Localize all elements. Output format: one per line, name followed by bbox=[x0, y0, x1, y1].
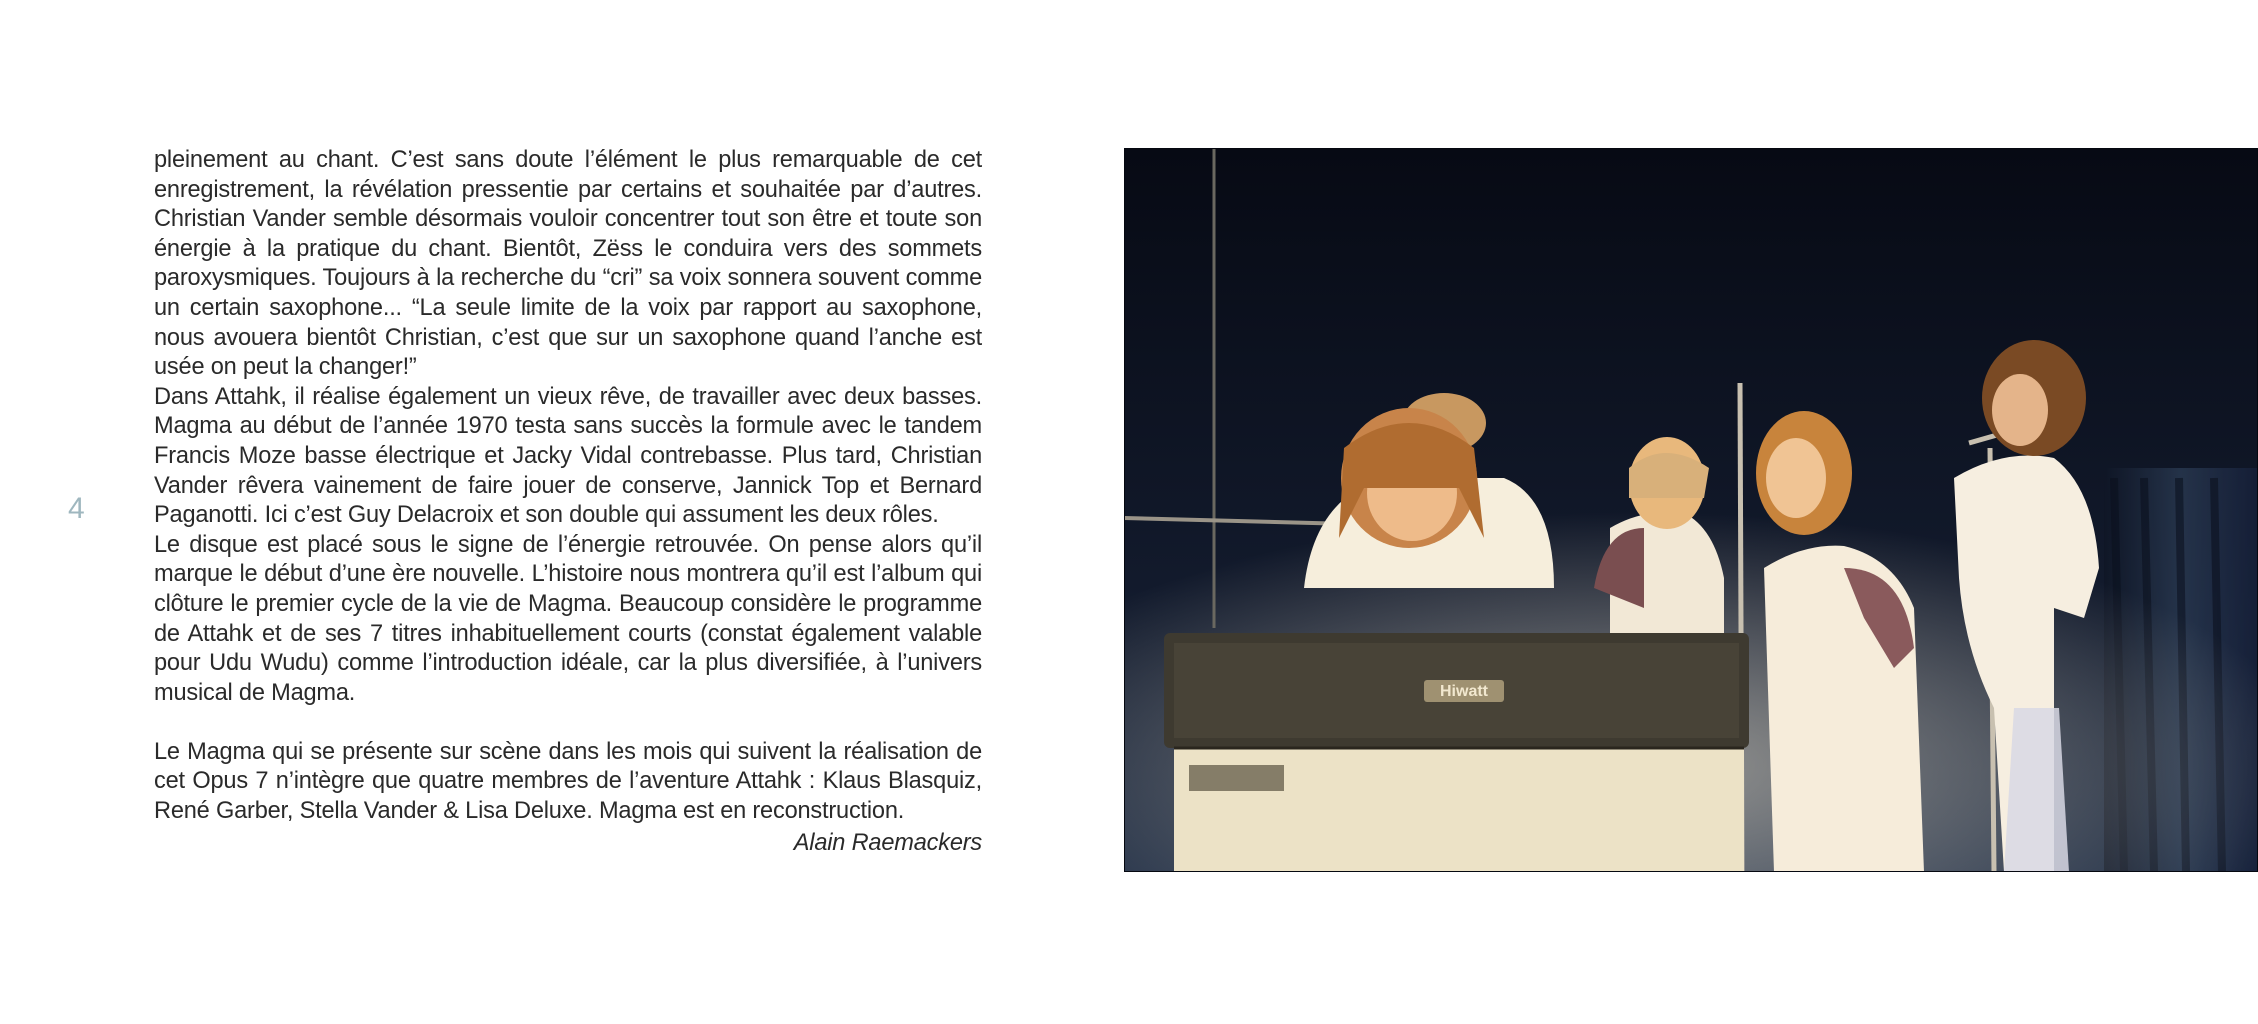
paragraph-gap bbox=[154, 708, 982, 738]
article-text bbox=[154, 146, 982, 858]
paragraph-4: Le Magma qui se présente sur scène dans les mois qui suivent la réalisation de cet Opus 7 n’intègre que quatre membres de l’aventure Attahk : Klaus Blasquiz, René Garber, Stella Vander & Lisa Deluxe. Magma est en reconstruction. bbox=[154, 738, 982, 825]
paragraph-2: Dans Attahk, il réalise également un vieux rêve, de travailler avec deux basses. Magma au début de l’année 1970 testa sans succès la formule avec le tandem Francis Moze basse électrique et Jacky Vidal contrebasse. Plus tard, Christian Vander rêvera vainement de faire jouer de conserve, Jannick Top et Bernard Paganotti. Ici c’est Guy Delacroix et son double qui assument les deux rôles. bbox=[154, 383, 982, 529]
concert-photo-illustration bbox=[1124, 148, 2258, 872]
paragraph-1: pleinement au chant. C’est sans doute l’élément le plus remarquable de cet enregistrement, la révélation pressentie par certains et souhaitée par d’autres. Christian Vander semble désormais vouloir concentrer tout son être et toute son énergie à la pratique du chant. Bientôt, Zëss le conduira vers des sommets paroxysmiques. Toujours à la recherche du “cri” sa voix sonnera souvent comme un certain saxophone... “La seule limite de la voix par rapport au saxophone, nous avouera bientôt Christian, c’est que sur un saxophone quand l’anche est usée on peut la changer!” bbox=[154, 147, 982, 381]
organ-and-amplifier bbox=[1164, 633, 1749, 872]
page-number: 4 bbox=[68, 492, 85, 525]
concert-photo bbox=[1124, 148, 2258, 872]
paragraph-3: Le disque est placé sous le signe de l’énergie retrouvée. On pense alors qu’il marque le début d’une ère nouvelle. L’histoire nous montrera qu’il est l’album qui clôture le premier cycle de la vie de Magma. Beaucoup considère le programme de Attahk et de ses 7 titres inhabituellement courts (constat également valable pour Udu Wudu) comme l’introduction idéale, car la plus diversifiée, à l’univers musical de Magma. bbox=[154, 531, 982, 706]
author-signature: Alain Raemackers bbox=[793, 829, 982, 856]
amp-brand-label: Hiwatt bbox=[1440, 683, 1488, 700]
